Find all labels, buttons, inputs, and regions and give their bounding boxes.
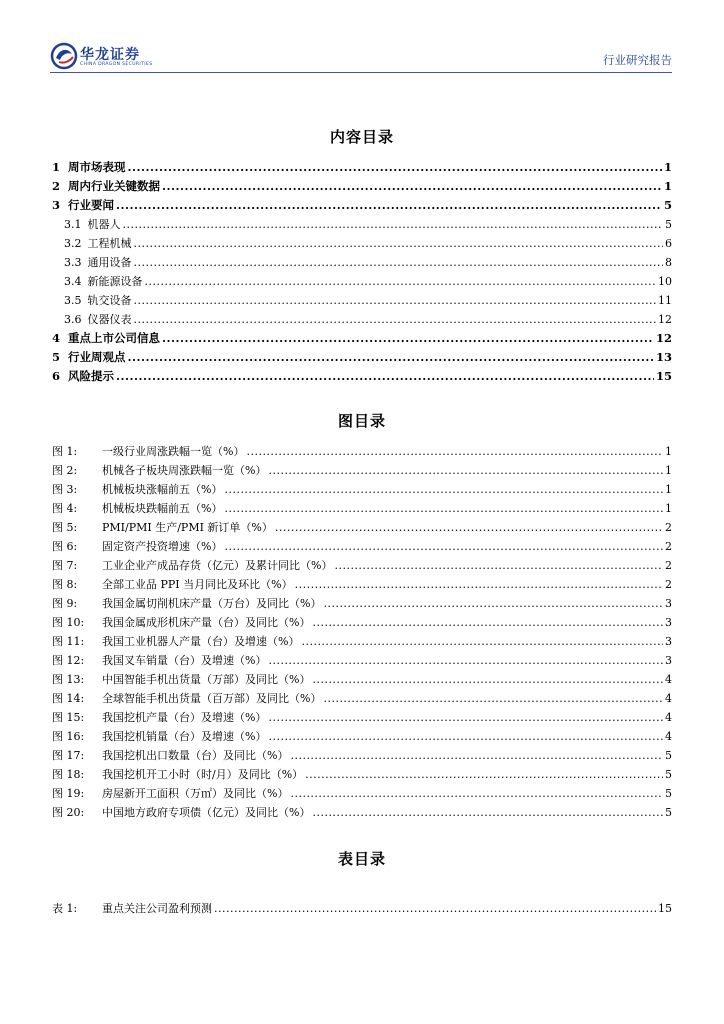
contents-entry-page-number: 15 (655, 369, 672, 383)
figure-entry[interactable] (52, 516, 672, 535)
dot-leader (312, 805, 663, 820)
figure-entry[interactable] (52, 763, 672, 782)
figure-entry-label: 我国挖机销量（台）及增速（%） (102, 730, 267, 743)
company-logo (50, 42, 160, 72)
figure-entry[interactable] (52, 630, 672, 649)
figure-entry[interactable] (52, 744, 672, 763)
figure-entry-number: 图 17: (52, 749, 85, 762)
dot-leader (224, 539, 663, 554)
figure-entry-page-number: 3 (665, 597, 672, 610)
figure-entry-label: 中国地方政府专项债（亿元）及同比（%） (102, 806, 311, 819)
dot-leader (224, 482, 663, 497)
figures-list (52, 440, 672, 820)
dot-leader (305, 767, 663, 782)
figure-entry-label: 中国智能手机出货量（万部）及同比（%） (102, 673, 311, 686)
contents-entry[interactable] (52, 156, 672, 175)
contents-entry[interactable] (52, 289, 672, 308)
dot-leader (134, 236, 664, 251)
contents-entry-page-number: 13 (655, 350, 672, 364)
figure-entry[interactable] (52, 459, 672, 478)
contents-entry-number: 3.5 (64, 294, 82, 307)
contents-entry-page-number: 6 (665, 237, 672, 250)
dot-leader (246, 444, 663, 459)
figure-entry-label: 我国挖机产量（台）及增速（%） (102, 711, 267, 724)
contents-entry[interactable] (52, 175, 672, 194)
contents-entry-number: 3.4 (64, 275, 82, 288)
dot-leader (134, 293, 657, 308)
figure-entry-page-number: 1 (665, 464, 672, 477)
contents-entry-page-number: 11 (658, 294, 672, 307)
figure-entry-page-number: 5 (665, 806, 672, 819)
table-entry-page-number: 15 (658, 902, 672, 915)
dot-leader (323, 691, 663, 706)
figure-entry-page-number: 3 (665, 635, 672, 648)
figure-entry-label: 机械板块跌幅前五（%） (102, 502, 223, 515)
contents-entry-label: 风险提示 (68, 369, 115, 383)
figure-entry-page-number: 4 (665, 730, 672, 743)
contents-entry-page-number: 8 (665, 256, 672, 269)
contents-entry-label: 通用设备 (87, 256, 132, 269)
figure-entry[interactable] (52, 687, 672, 706)
contents-entry[interactable] (52, 365, 672, 384)
dot-leader (116, 369, 654, 384)
figure-entry-number: 图 9: (52, 597, 78, 610)
contents-entry-label: 周市场表现 (68, 160, 126, 174)
dot-leader (295, 577, 663, 592)
figure-entry-number: 图 2: (52, 464, 78, 477)
contents-entry-page-number: 10 (658, 275, 672, 288)
contents-entry-page-number: 1 (663, 179, 672, 193)
figure-entry-number: 图 4: (52, 502, 78, 515)
figure-entry-page-number: 2 (665, 578, 672, 591)
figure-entry-number: 图 7: (52, 559, 78, 572)
dot-leader (290, 748, 663, 763)
tables-title: 表目录 (337, 850, 386, 868)
figure-entry-page-number: 2 (665, 521, 672, 534)
figure-entry-label: 我国金属成形机床产量（台）及同比（%） (102, 616, 311, 629)
figure-entry-label: 房屋新开工面积（万㎡）及同比（%） (102, 787, 289, 800)
figure-entry-label: 我国挖机开工小时（时/月）及同比（%） (102, 768, 304, 781)
figure-entry-label: 我国金属切削机床产量（万台）及同比（%） (102, 597, 322, 610)
contents-entry-number: 3.2 (64, 237, 82, 250)
dot-leader (123, 217, 664, 232)
figure-entry[interactable] (52, 497, 672, 516)
figure-entry-label: 一级行业周涨跌幅一览（%） (102, 445, 245, 458)
figure-entry-page-number: 5 (665, 749, 672, 762)
figure-entry-label: 工业企业产成品存货（亿元）及累计同比（%） (102, 559, 333, 572)
dot-leader (116, 198, 662, 213)
figure-entry[interactable] (52, 706, 672, 725)
page-header (0, 0, 724, 80)
dragon-logo-icon (50, 42, 78, 70)
contents-entry-label: 仪器仪表 (87, 313, 132, 326)
contents-entry-label: 机器人 (87, 218, 121, 231)
figure-entry-label: 我国工业机器人产量（台）及增速（%） (102, 635, 300, 648)
contents-entry-number: 4 (52, 331, 61, 345)
dot-leader (268, 653, 663, 668)
contents-entry-page-number: 5 (663, 198, 672, 212)
table-entry-label: 重点关注公司盈利预测 (102, 902, 212, 915)
dot-leader (301, 634, 663, 649)
contents-entry-label: 行业要闻 (68, 198, 115, 212)
figure-entry[interactable] (52, 573, 672, 592)
dot-leader (128, 160, 662, 175)
figure-entry-page-number: 2 (665, 559, 672, 572)
figures-title: 图目录 (337, 412, 386, 430)
figure-entry[interactable] (52, 725, 672, 744)
figure-entry-page-number: 4 (665, 673, 672, 686)
figure-entry-number: 图 10: (52, 616, 85, 629)
contents-entry-number: 3.1 (64, 218, 82, 231)
contents-entry-label: 周内行业关键数据 (68, 179, 161, 193)
contents-entry[interactable] (52, 213, 672, 232)
figure-entry[interactable] (52, 478, 672, 497)
contents-entry[interactable] (52, 346, 672, 365)
figure-entry-number: 图 16: (52, 730, 85, 743)
figure-entry-label: 机械板块涨幅前五（%） (102, 483, 223, 496)
figure-entry-number: 图 15: (52, 711, 85, 724)
figure-entry-page-number: 1 (665, 483, 672, 496)
figure-entry-page-number: 3 (665, 616, 672, 629)
tables-list (52, 897, 672, 916)
table-entry[interactable] (52, 897, 672, 916)
dot-leader (323, 596, 663, 611)
figure-entry-label: 全部工业品 PPI 当月同比及环比（%） (102, 578, 293, 591)
contents-entry-page-number: 12 (658, 313, 672, 326)
dot-leader (312, 615, 663, 630)
figure-entry-number: 图 1: (52, 445, 78, 458)
figure-entry-number: 图 13: (52, 673, 85, 686)
contents-entry-page-number: 1 (663, 160, 672, 174)
contents-entry-number: 1 (52, 160, 61, 174)
figure-entry-page-number: 2 (665, 540, 672, 553)
figure-entry-label: 我国叉车销量（台）及增速（%） (102, 654, 267, 667)
contents-entry-number: 3 (52, 198, 61, 212)
dot-leader (334, 558, 663, 573)
contents-list (52, 156, 672, 384)
figure-entry-page-number: 4 (665, 711, 672, 724)
figure-entry-label: 机械各子板块周涨跌幅一览（%） (102, 464, 267, 477)
figure-entry-number: 图 19: (52, 787, 85, 800)
figure-entry[interactable] (52, 782, 672, 801)
contents-entry-label: 新能源设备 (87, 275, 143, 288)
dot-leader (145, 274, 657, 289)
figure-entry[interactable] (52, 801, 672, 820)
contents-entry[interactable] (52, 308, 672, 327)
figure-entry[interactable] (52, 554, 672, 573)
figure-entry-page-number: 3 (665, 654, 672, 667)
figure-entry-number: 图 12: (52, 654, 85, 667)
dot-leader (275, 520, 663, 535)
contents-entry-number: 3.6 (64, 313, 82, 326)
contents-entry-label: 重点上市公司信息 (68, 331, 161, 345)
dot-leader (134, 255, 664, 270)
contents-entry-number: 2 (52, 179, 61, 193)
dot-leader (268, 463, 663, 478)
contents-entry-page-number: 5 (665, 218, 672, 231)
figure-entry-label: PMI/PMI 生产/PMI 新订单（%） (102, 521, 273, 534)
figure-entry-label: 固定资产投资增速（%） (102, 540, 223, 553)
dot-leader (162, 331, 654, 346)
contents-entry[interactable] (52, 194, 672, 213)
figure-entry[interactable] (52, 535, 672, 554)
figure-entry-page-number: 5 (665, 768, 672, 781)
figure-entry-number: 图 18: (52, 768, 85, 781)
figure-entry[interactable] (52, 440, 672, 459)
dot-leader (128, 350, 654, 365)
dot-leader (312, 672, 663, 687)
logo-chinese-name: 华龙证券 (80, 47, 140, 63)
figure-entry-label: 全球智能手机出货量（百万部）及同比（%） (102, 692, 322, 705)
figure-entry-number: 图 8: (52, 578, 78, 591)
figure-entry-number: 图 5: (52, 521, 78, 534)
contents-entry-label: 工程机械 (87, 237, 132, 250)
figure-entry-number: 图 6: (52, 540, 78, 553)
contents-entry-page-number: 12 (655, 331, 672, 345)
figure-entry[interactable] (52, 649, 672, 668)
figure-entry[interactable] (52, 668, 672, 687)
figure-entry-number: 图 14: (52, 692, 85, 705)
contents-title: 内容目录 (329, 128, 394, 146)
figure-entry-number: 图 20: (52, 806, 85, 819)
contents-entry[interactable] (52, 232, 672, 251)
dot-leader (290, 786, 663, 801)
figure-entry-page-number: 1 (665, 445, 672, 458)
dot-leader (214, 901, 656, 916)
contents-entry[interactable] (52, 327, 672, 346)
contents-entry-label: 轨交设备 (87, 294, 132, 307)
figure-entry[interactable] (52, 611, 672, 630)
contents-entry[interactable] (52, 251, 672, 270)
contents-entry-number: 6 (52, 369, 61, 383)
contents-entry-number: 5 (52, 350, 61, 364)
figure-entry[interactable] (52, 592, 672, 611)
dot-leader (134, 312, 657, 327)
figure-entry-page-number: 1 (665, 502, 672, 515)
figure-entry-number: 图 11: (52, 635, 85, 648)
figure-entry-page-number: 4 (665, 692, 672, 705)
dot-leader (162, 179, 662, 194)
contents-entry[interactable] (52, 270, 672, 289)
figure-entry-label: 我国挖机出口数量（台）及同比（%） (102, 749, 289, 762)
figure-entry-number: 图 3: (52, 483, 78, 496)
figure-entry-page-number: 5 (665, 787, 672, 800)
table-entry-number: 表 1: (52, 902, 78, 915)
contents-entry-label: 行业周观点 (68, 350, 126, 364)
report-type-label: 行业研究报告 (603, 53, 672, 67)
contents-entry-number: 3.3 (64, 256, 82, 269)
logo-english-name: CHINA DRAGON SECURITIES (80, 62, 153, 67)
dot-leader (268, 729, 663, 744)
header-divider (50, 72, 672, 73)
dot-leader (268, 710, 663, 725)
dot-leader (224, 501, 663, 516)
